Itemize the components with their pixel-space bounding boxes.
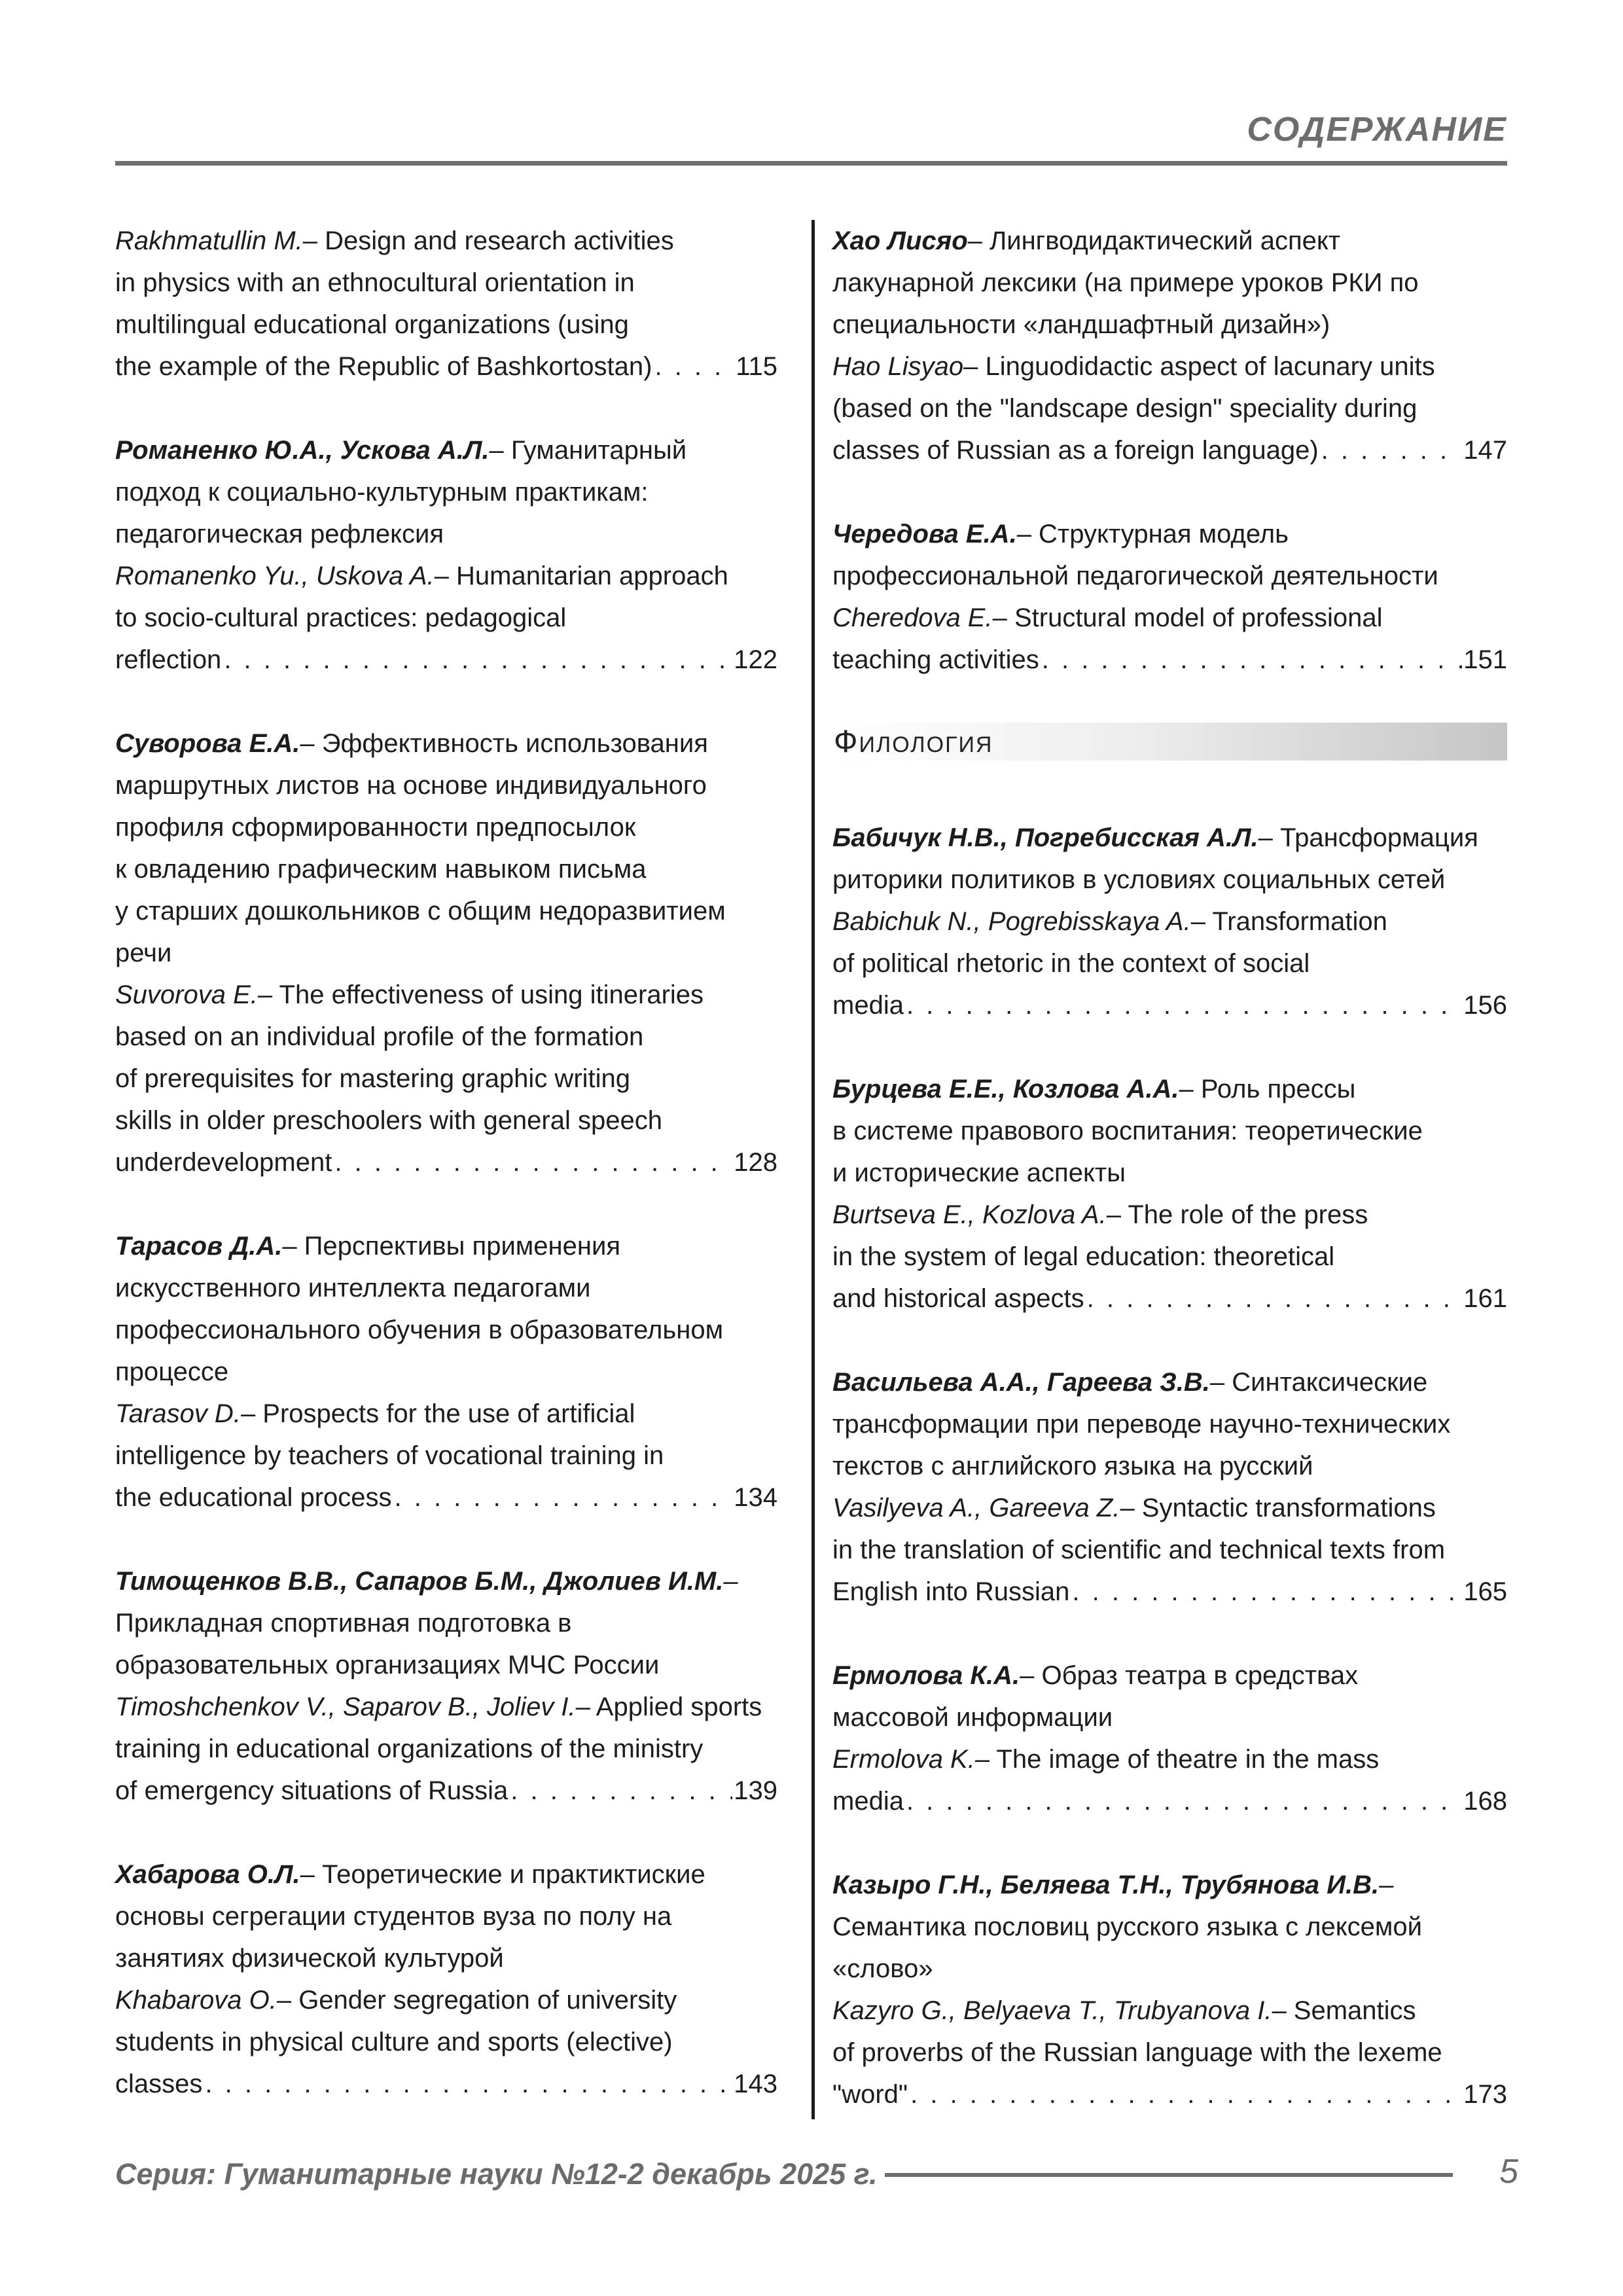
toc-entry bbox=[832, 220, 1507, 471]
title-text: профессиональной педагогической деятельности bbox=[832, 562, 1438, 590]
toc-line bbox=[115, 555, 777, 597]
toc-line bbox=[832, 1445, 1507, 1487]
title-text: the educational process bbox=[115, 1483, 392, 1512]
toc-line bbox=[832, 1278, 1507, 1319]
dot-leader bbox=[205, 2063, 732, 2105]
title-text: – Роль прессы bbox=[1179, 1075, 1356, 1103]
author-name-ru: Бабичук Н.В., Погребисская А.Л. bbox=[832, 823, 1258, 852]
toc-line bbox=[832, 1487, 1507, 1529]
title-text: – Applied sports bbox=[575, 1693, 762, 1721]
author-name-ru: Чередова Е.А. bbox=[832, 520, 1017, 548]
toc-line bbox=[115, 1937, 777, 1979]
entry-page-number: 173 bbox=[1463, 2080, 1507, 2109]
author-name-ru: Ермолова К.А. bbox=[832, 1661, 1020, 1690]
toc-line bbox=[115, 429, 777, 471]
toc-line bbox=[115, 1686, 777, 1728]
entry-page-number: 122 bbox=[734, 645, 777, 674]
toc-line bbox=[832, 1194, 1507, 1236]
toc-line bbox=[115, 639, 777, 681]
title-text: и исторические аспекты bbox=[832, 1158, 1126, 1187]
toc-line bbox=[832, 901, 1507, 942]
toc-line bbox=[832, 1110, 1507, 1152]
title-text: – Теоретические и практиктиские bbox=[300, 1860, 705, 1889]
title-text: intelligence by teachers of vocational training in bbox=[115, 1441, 664, 1470]
author-name-translit: Khabarova O. bbox=[115, 1986, 277, 2015]
title-text: подход к социально-культурным практикам: bbox=[115, 478, 649, 507]
title-text: у старших дошкольников с общим недоразвитием bbox=[115, 897, 726, 925]
header-rule bbox=[115, 161, 1507, 166]
toc-line bbox=[832, 2032, 1507, 2073]
title-text: специальности «ландшафтный дизайн») bbox=[832, 310, 1330, 339]
entry-page-number: 115 bbox=[736, 352, 777, 381]
title-text: – Gender segregation of university bbox=[276, 1986, 677, 2015]
toc-line bbox=[832, 304, 1507, 346]
entry-page-number: 128 bbox=[734, 1148, 777, 1177]
footer-series-label: Серия: Гуманитарные науки №12-2 декабрь 2025 г. bbox=[115, 2157, 878, 2191]
title-text: – Semantics bbox=[1272, 1996, 1416, 2025]
toc-entry bbox=[115, 1225, 777, 1518]
toc-line bbox=[832, 1152, 1507, 1194]
title-text: of proverbs of the Russian language with the lexeme bbox=[832, 2038, 1442, 2067]
toc-line bbox=[832, 1068, 1507, 1110]
toc-line bbox=[115, 848, 777, 890]
author-name-ru: Суворова Е.А. bbox=[115, 729, 300, 758]
toc-line bbox=[832, 942, 1507, 984]
dot-leader bbox=[1321, 429, 1463, 471]
toc-line bbox=[115, 2063, 777, 2105]
dot-leader bbox=[510, 1770, 732, 1812]
title-text: "word" bbox=[832, 2080, 908, 2109]
toc-line bbox=[832, 1696, 1507, 1738]
toc-entry bbox=[115, 429, 777, 681]
author-name-translit: Tarasov D. bbox=[115, 1399, 241, 1428]
title-text: of prerequisites for mastering graphic writing bbox=[115, 1064, 631, 1093]
title-text: the example of the Republic of Bashkortostan) bbox=[115, 352, 652, 381]
title-text: текстов с английского языка на русский bbox=[832, 1452, 1313, 1480]
toc-line bbox=[115, 932, 777, 974]
toc-line bbox=[115, 346, 777, 387]
entry-page-number: 168 bbox=[1463, 1787, 1507, 1816]
dot-leader bbox=[1072, 1571, 1462, 1613]
toc-line bbox=[832, 1529, 1507, 1571]
toc-line bbox=[115, 1016, 777, 1058]
title-text: речи bbox=[115, 939, 172, 967]
column-divider bbox=[812, 220, 815, 2119]
toc-line bbox=[115, 597, 777, 639]
toc-line bbox=[832, 1906, 1507, 1948]
column-right bbox=[832, 220, 1507, 2157]
toc-line bbox=[832, 1864, 1507, 1906]
toc-line bbox=[115, 1309, 777, 1351]
toc-line bbox=[832, 1738, 1507, 1780]
title-text: – Образ театра в средствах bbox=[1020, 1661, 1359, 1690]
toc-line bbox=[115, 1979, 777, 2021]
toc-line bbox=[832, 1571, 1507, 1613]
title-text: of political rhetoric in the context of social bbox=[832, 949, 1310, 978]
page-title: СОДЕРЖАНИЕ bbox=[1247, 111, 1507, 149]
toc-line bbox=[832, 1403, 1507, 1445]
title-text: «слово» bbox=[832, 1954, 933, 1983]
toc-line bbox=[832, 262, 1507, 304]
author-name-translit: Romanenko Yu., Uskova A. bbox=[115, 562, 435, 590]
toc-line bbox=[832, 984, 1507, 1026]
footer-rule bbox=[885, 2173, 1453, 2177]
toc-line bbox=[115, 513, 777, 555]
title-text: – Structural model of professional bbox=[992, 603, 1383, 632]
toc-line bbox=[832, 1990, 1507, 2032]
column-left bbox=[115, 220, 777, 2147]
dot-leader bbox=[906, 984, 1462, 1026]
author-name-translit: Cheredova E. bbox=[832, 603, 993, 632]
title-text: маршрутных листов на основе индивидуального bbox=[115, 771, 707, 800]
entry-page-number: 134 bbox=[734, 1483, 777, 1512]
title-text: – Design and research activities bbox=[302, 226, 674, 255]
title-text: лакунарной лексики (на примере уроков РКИ по bbox=[832, 268, 1419, 297]
toc-line bbox=[115, 1602, 777, 1644]
toc-entry bbox=[832, 817, 1507, 1026]
toc-line bbox=[115, 1560, 777, 1602]
title-text: – Prospects for the use of artificial bbox=[240, 1399, 635, 1428]
toc-line bbox=[115, 1100, 777, 1141]
title-text: основы сегрегации студентов вуза по полу на bbox=[115, 1902, 672, 1931]
toc-line bbox=[832, 429, 1507, 471]
toc-entry bbox=[115, 1854, 777, 2105]
author-name-ru: Васильева А.А., Гареева З.В. bbox=[832, 1368, 1210, 1397]
toc-line bbox=[832, 1948, 1507, 1990]
toc-line bbox=[115, 1058, 777, 1100]
title-text: English into Russian bbox=[832, 1577, 1070, 1606]
title-text: педагогическая рефлексия bbox=[115, 520, 444, 548]
dot-leader bbox=[1042, 639, 1463, 681]
title-text: – Трансформация bbox=[1258, 823, 1478, 852]
entry-page-number: 147 bbox=[1463, 436, 1507, 465]
author-name-translit: Burtseva E., Kozlova A. bbox=[832, 1200, 1107, 1229]
title-text: classes bbox=[115, 2070, 203, 2098]
author-name-translit: Timoshchenkov V., Saparov B., Joliev I. bbox=[115, 1693, 576, 1721]
toc-line bbox=[115, 1728, 777, 1770]
dot-leader bbox=[906, 1780, 1462, 1822]
toc-line bbox=[832, 859, 1507, 901]
title-text: массовой информации bbox=[832, 1703, 1113, 1732]
toc-entry bbox=[115, 1560, 777, 1812]
title-text: – Перспективы применения bbox=[282, 1232, 620, 1261]
title-text: риторики политиков в условиях социальных сетей bbox=[832, 865, 1446, 894]
title-text: in physics with an ethnocultural orientation in bbox=[115, 268, 635, 297]
entry-page-number: 143 bbox=[734, 2070, 777, 2098]
title-text: – The role of the press bbox=[1106, 1200, 1368, 1229]
toc-line bbox=[832, 220, 1507, 262]
toc-line bbox=[832, 1655, 1507, 1696]
title-text: – Синтаксические bbox=[1209, 1368, 1428, 1397]
toc-line bbox=[832, 346, 1507, 387]
author-name-ru: Бурцева Е.Е., Козлова А.А. bbox=[832, 1075, 1179, 1103]
title-text: Семантика пословиц русского языка с лексемой bbox=[832, 1912, 1423, 1941]
title-text: – Transformation bbox=[1190, 907, 1387, 936]
author-name-translit: Vasilyeva A., Gareeva Z. bbox=[832, 1494, 1120, 1522]
title-text: к овладению графическим навыком письма bbox=[115, 855, 647, 884]
toc-line bbox=[115, 220, 777, 262]
toc-line bbox=[115, 1225, 777, 1267]
author-name-translit: Kazyro G., Belyaeva T., Trubyanova I. bbox=[832, 1996, 1272, 2025]
footer-page-number: 5 bbox=[1499, 2153, 1518, 2191]
toc-line bbox=[115, 1267, 777, 1309]
toc-line bbox=[832, 597, 1507, 639]
title-text: skills in older preschoolers with general speech bbox=[115, 1106, 662, 1135]
title-text: multilingual educational organizations (using bbox=[115, 310, 629, 339]
entry-page-number: 156 bbox=[1463, 991, 1507, 1020]
dot-leader bbox=[395, 1477, 733, 1518]
toc-line bbox=[115, 1351, 777, 1393]
title-text: – Эффективность использования bbox=[300, 729, 708, 758]
title-text: of emergency situations of Russia bbox=[115, 1776, 508, 1805]
title-text: трансформации при переводе научно-технических bbox=[832, 1410, 1451, 1439]
title-text: to socio-cultural practices: pedagogical bbox=[115, 603, 567, 632]
author-name-ru: Хабарова О.Л. bbox=[115, 1860, 300, 1889]
dot-leader bbox=[334, 1141, 732, 1183]
dot-leader bbox=[654, 346, 734, 387]
entry-page-number: 151 bbox=[1463, 645, 1507, 674]
title-text: – Структурная модель bbox=[1016, 520, 1289, 548]
author-name-ru: Хао Лисяо bbox=[832, 226, 968, 255]
title-text: underdevelopment bbox=[115, 1148, 332, 1177]
title-text: training in educational organizations of the ministry bbox=[115, 1734, 704, 1763]
toc-line bbox=[832, 555, 1507, 597]
entry-page-number: 161 bbox=[1463, 1284, 1507, 1313]
toc-line bbox=[115, 1435, 777, 1477]
title-text: reflection bbox=[115, 645, 222, 674]
title-text: (based on the "landscape design" speciality during bbox=[832, 394, 1418, 423]
toc-line bbox=[115, 764, 777, 806]
title-text: – Гуманитарный bbox=[489, 436, 687, 465]
title-text: в системе правового воспитания: теоретические bbox=[832, 1117, 1423, 1145]
author-name-ru: Романенко Ю.А., Ускова А.Л. bbox=[115, 436, 490, 465]
title-text: media bbox=[832, 1787, 904, 1816]
title-text: – bbox=[1379, 1871, 1394, 1899]
title-text: образовательных организациях МЧС России bbox=[115, 1651, 660, 1679]
toc-line bbox=[832, 2073, 1507, 2115]
toc-line bbox=[115, 1644, 777, 1686]
toc-entry bbox=[832, 1361, 1507, 1613]
toc-line bbox=[832, 639, 1507, 681]
title-text: – Humanitarian approach bbox=[434, 562, 728, 590]
dot-leader bbox=[224, 639, 732, 681]
toc-line bbox=[832, 1361, 1507, 1403]
toc-entry bbox=[115, 723, 777, 1183]
title-text: based on an individual profile of the formation bbox=[115, 1022, 644, 1051]
dot-leader bbox=[1087, 1278, 1463, 1319]
toc-line bbox=[115, 2021, 777, 2063]
title-text: in the system of legal education: theoretical bbox=[832, 1242, 1335, 1271]
title-text: media bbox=[832, 991, 904, 1020]
title-text: – The image of theatre in the mass bbox=[974, 1745, 1380, 1774]
section-header-label: Филология bbox=[834, 724, 993, 759]
title-text: – Syntactic transformations bbox=[1120, 1494, 1436, 1522]
title-text: teaching activities bbox=[832, 645, 1039, 674]
title-text: students in physical culture and sports (elective) bbox=[115, 2028, 673, 2056]
toc-line bbox=[832, 513, 1507, 555]
toc-line bbox=[115, 1141, 777, 1183]
toc-line bbox=[115, 1770, 777, 1812]
toc-line bbox=[115, 1393, 777, 1435]
dot-leader bbox=[910, 2073, 1462, 2115]
toc-line bbox=[115, 1895, 777, 1937]
toc-line bbox=[832, 387, 1507, 429]
title-text: искусственного интеллекта педагогами bbox=[115, 1274, 591, 1302]
title-text: classes of Russian as a foreign language) bbox=[832, 436, 1319, 465]
toc-line bbox=[832, 1780, 1507, 1822]
author-name-translit: Suvorova E. bbox=[115, 980, 258, 1009]
toc-entry bbox=[832, 513, 1507, 681]
toc-line bbox=[832, 1236, 1507, 1278]
toc-entry bbox=[832, 1068, 1507, 1319]
toc-line bbox=[832, 817, 1507, 859]
title-text: – bbox=[723, 1567, 738, 1596]
author-name-translit: Hao Lisyao bbox=[832, 352, 964, 381]
toc-line bbox=[115, 1477, 777, 1518]
author-name-ru: Тимощенков В.В., Сапаров Б.М., Джолиев И.М. bbox=[115, 1567, 724, 1596]
title-text: – Лингводидактический аспект bbox=[967, 226, 1341, 255]
entry-page-number: 165 bbox=[1463, 1577, 1507, 1606]
title-text: процессе bbox=[115, 1357, 229, 1386]
entry-page-number: 139 bbox=[734, 1776, 777, 1805]
title-text: Прикладная спортивная подготовка в bbox=[115, 1609, 572, 1638]
title-text: in the translation of scientific and technical texts from bbox=[832, 1535, 1446, 1564]
toc-entry bbox=[115, 220, 777, 387]
toc-line bbox=[115, 262, 777, 304]
toc-line bbox=[115, 974, 777, 1016]
title-text: – Linguodidactic aspect of lacunary units bbox=[963, 352, 1435, 381]
author-name-translit: Rakhmatullin M. bbox=[115, 226, 303, 255]
author-name-translit: Ermolova K. bbox=[832, 1745, 975, 1774]
title-text: and historical aspects bbox=[832, 1284, 1084, 1313]
title-text: профессионального обучения в образовательном bbox=[115, 1316, 724, 1344]
toc-entry bbox=[832, 1864, 1507, 2115]
toc-line bbox=[115, 806, 777, 848]
section-header bbox=[832, 723, 1507, 761]
title-text: – The effectiveness of using itineraries bbox=[257, 980, 704, 1009]
title-text: занятиях физической культурой bbox=[115, 1944, 504, 1973]
author-name-translit: Babichuk N., Pogrebisskaya A. bbox=[832, 907, 1191, 936]
toc-line bbox=[115, 1854, 777, 1895]
title-text: профиля сформированности предпосылок bbox=[115, 813, 636, 842]
toc-line bbox=[115, 723, 777, 764]
toc-line bbox=[115, 890, 777, 932]
author-name-ru: Казыро Г.Н., Беляева Т.Н., Трубянова И.В. bbox=[832, 1871, 1380, 1899]
toc-line bbox=[115, 304, 777, 346]
toc-entry bbox=[832, 1655, 1507, 1822]
author-name-ru: Тарасов Д.А. bbox=[115, 1232, 283, 1261]
toc-line bbox=[115, 471, 777, 513]
